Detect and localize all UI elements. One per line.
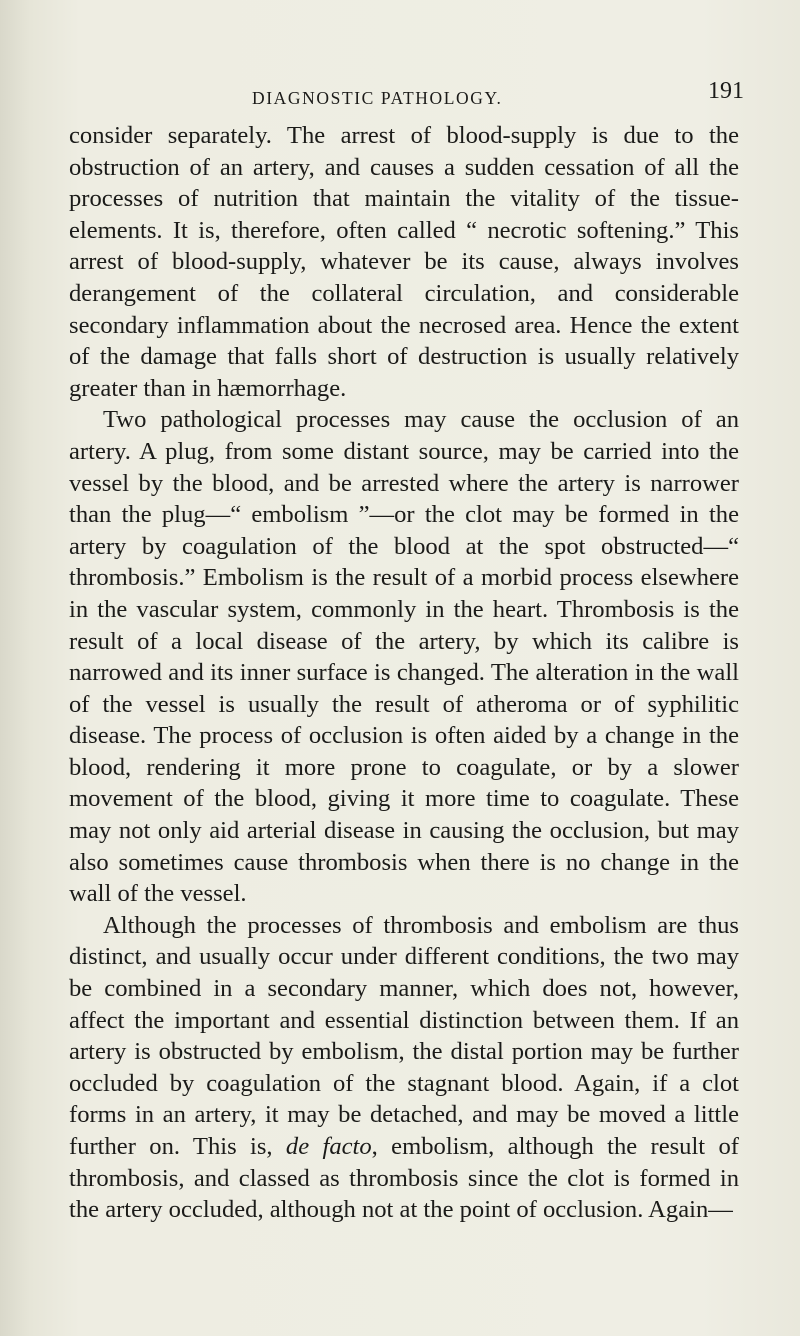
page-number: 191 (708, 78, 744, 104)
body-text (69, 120, 739, 1226)
page-header (64, 78, 744, 116)
paragraph-3-tail: , embolism, although the result of thrombosis, and classed as thrombosis since the clot is formed in the artery occluded, although not at the point of occlusion. Again— (69, 1133, 739, 1224)
paragraph-1: consider separately. The arrest of blood-supply is due to the obstruction of an artery, and causes a sudden cessation of all the processes of nutrition that maintain the vitality of the tissue-elements. It is, therefore, often called “ necrotic softening.” This arrest of blood-supply, whatever be its cause, always involves derangement of the collateral circulation, and considerable secondary inflammation about the necrosed area. Hence the extent of the damage that falls short of destruction is usually relatively greater than in hæmorrhage. (69, 122, 739, 402)
paragraph-2: Two pathological processes may cause the occlusion of an artery. A plug, from some distant source, may be carried into the vessel by the blood, and be arrested where the artery is narrower than the plug—“ embolism ”—or the clot may be formed in the artery by coagulation of the blood at the spot obstructed—“ thrombosis.” Embolism is the result of a morbid process elsewhere in the vascular system, commonly in the heart. Thrombosis is the result of a local disease of the artery, by which its calibre is narrowed and its inner surface is changed. The alteration in the wall of the vessel is usually the result of atheroma or of syphilitic disease. The process of occlusion is often aided by a change in the blood, rendering it more prone to coagulate, or by a slower movement of the blood, giving it more time to coagulate. These may not only aid arterial disease in causing the occlusion, but may also sometimes cause thrombosis when there is no change in the wall of the vessel. (69, 406, 739, 908)
italic-phrase: de facto (285, 1133, 372, 1160)
running-head: DIAGNOSTIC PATHOLOGY. (252, 88, 503, 108)
paragraph-3 (69, 910, 739, 1226)
paragraph-3-text: Although the processes of thrombosis and embolism are thus distinct, and usually occur under different conditions, the two may be combined in a secondary manner, which does not, however, affect the important and essential distinction between them. If an artery is obstructed by embolism, the distal portion may be further occluded by coagulation of the stagnant blood. Again, if a clot forms in an artery, it may be detached, and may be moved a little further on. This is, (69, 911, 739, 1160)
